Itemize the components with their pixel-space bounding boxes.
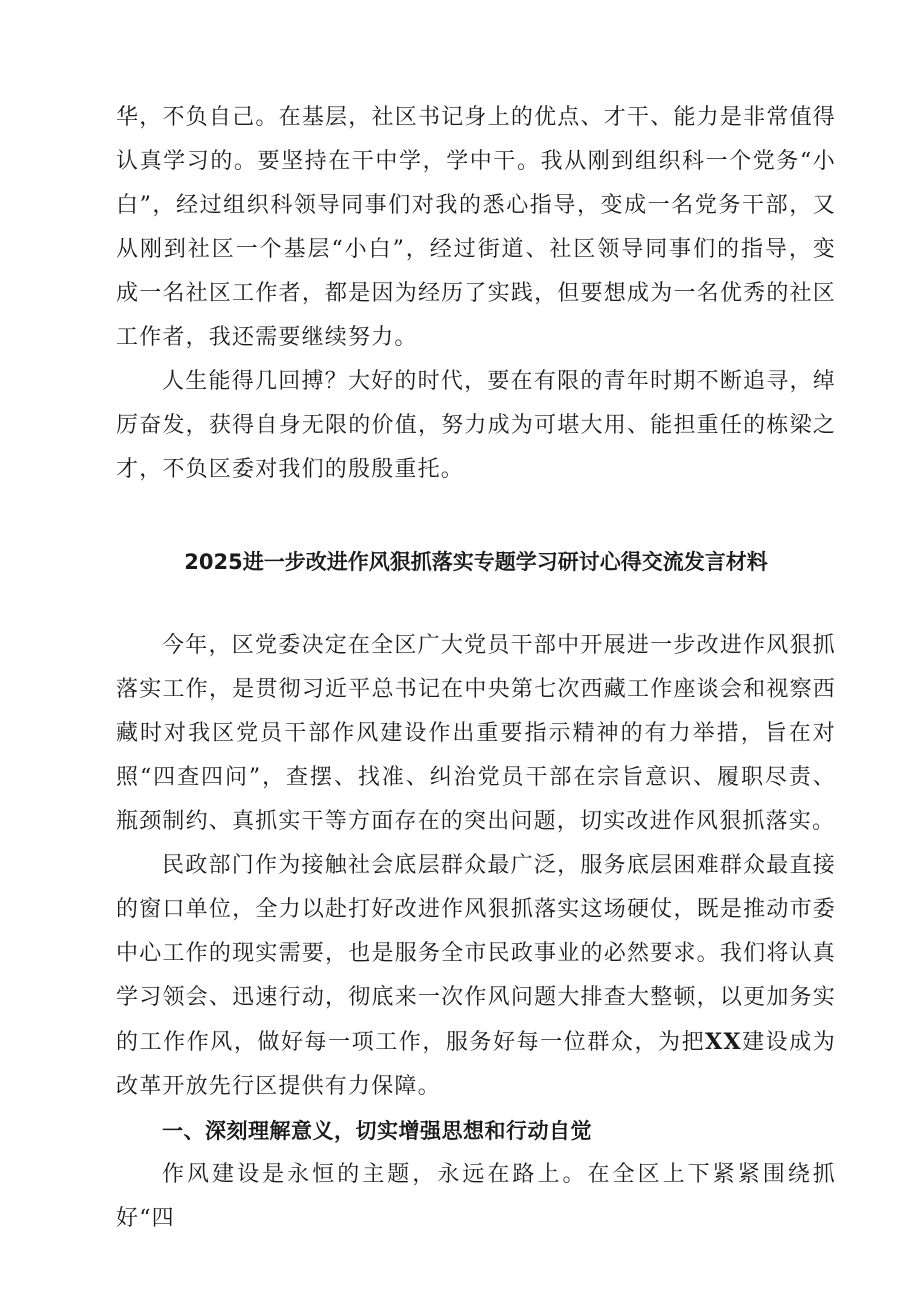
- paragraph-section-1: 作风建设是永恒的主题，永远在路上。在全区上下紧紧围绕抓好“四: [116, 1162, 836, 1231]
- paragraph-intro: 今年，区党委决定在全区广大党员干部中开展进一步改进作风狠抓落实工作，是贯彻习近平总书记在中央第七次西藏工作座谈会和视察西藏时对我区党员干部作风建设作出重要指示精神的有力举措，旨在对照“四查四问”，查摆、找准、纠治党员干部在宗旨意识、履职尽责、瓶颈制约、真抓实干等方面存在的突出问题，切实改进作风狠抓落实。: [116, 633, 836, 834]
- paragraph-closing: 人生能得几回搏？大好的时代，要在有限的青年时期不断追寻，绰厉奋发，获得自身无限的价值，努力成为可堪大用、能担重任的栋梁之才，不负区委对我们的殷殷重托。: [116, 369, 836, 482]
- document-page: [116, 96, 836, 1241]
- section-heading-1: 一、深刻理解意义，切实增强思想和行动自觉: [162, 1119, 592, 1143]
- paragraph-continuation: 华，不负自己。在基层，社区书记身上的优点、才干、能力是非常值得认真学习的。要坚持在干中学，学中干。我从刚到组织科一个党务“小白”，经过组织科领导同事们对我的悉心指导，变成一名党务干部，又从刚到社区一个基层“小白”，经过街道、社区领导同事们的指导，变成一名社区工作者，都是因为经历了实践，但要想成为一名优秀的社区工作者，我还需要继续努力。: [116, 105, 836, 350]
- document-title: 2025进一步改进作风狠抓落实专题学习研讨心得交流发言材料: [184, 550, 768, 574]
- placeholder-bold-text: XX: [705, 1029, 742, 1055]
- paragraph-text: 民政部门作为接触社会底层群众最广泛，服务底层困难群众最直接的窗口单位，全力以赴打好改进作风狠抓落实这场硬仗，既是推动市委中心工作的现实需要，也是服务全市民政事业的必然要求。我们将认真学习领会、迅速行动，彻底来一次作风问题大排查大整顿，以更加务实的工作作风，做好每一项工作，服务好每一位群众，为把: [116, 853, 836, 1055]
- paragraph-text: 建设成为改革开放先行区提供有力保障。: [116, 1030, 836, 1099]
- paragraph-civil-affairs: [116, 844, 836, 1109]
